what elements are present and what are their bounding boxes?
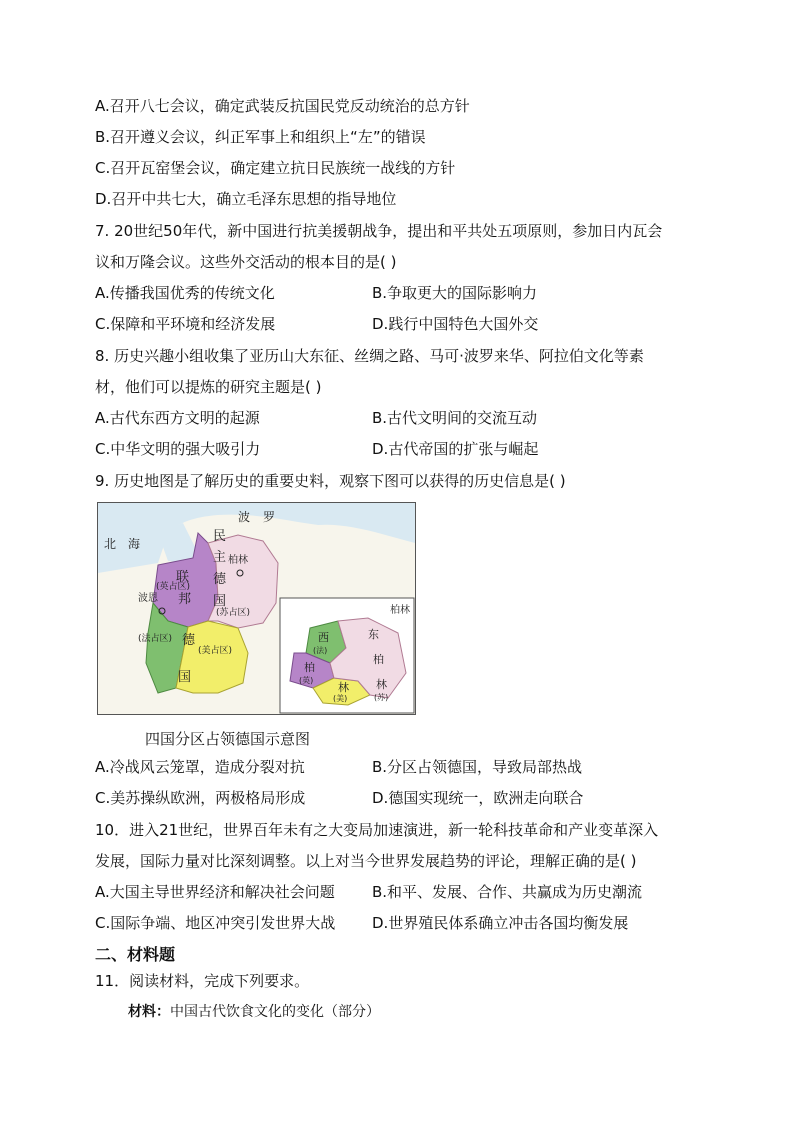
gdr-char-1: 民 xyxy=(213,529,227,544)
map-baltic-label-1: 波 xyxy=(238,510,251,524)
q7-stem-line1: 7. 20世纪50年代，新中国进行抗美援朝战争，提出和平共处五项原则，参加日内瓦会 xyxy=(95,222,663,240)
inset-e1: 东 xyxy=(368,628,379,641)
q7-option-b[interactable]: B.争取更大的国际影响力 xyxy=(372,284,538,302)
bonn-label: 波恩 xyxy=(138,593,158,604)
inset-w1z: (法) xyxy=(313,646,328,655)
q6-option-a[interactable]: A.召开八七会议，确定武装反抗国民党反动统治的总方针 xyxy=(95,97,470,115)
q9-option-d[interactable]: D.德国实现统一，欧洲走向联合 xyxy=(372,789,584,807)
section-heading: 二、材料题 xyxy=(95,945,176,964)
q10-option-c[interactable]: C.国际争端、地区冲突引发世界大战 xyxy=(95,914,336,932)
inset-e2: 柏 xyxy=(373,653,384,666)
map-baltic-label-2: 罗 xyxy=(263,510,276,524)
zone-uk-label: (英占区) xyxy=(156,582,191,592)
q7-option-d[interactable]: D.践行中国特色大国外交 xyxy=(372,315,539,333)
q8-option-d[interactable]: D.古代帝国的扩张与崛起 xyxy=(372,440,539,458)
q8-stem-line1: 8. 历史兴趣小组收集了亚历山大东征、丝绸之路、马可·波罗来华、阿拉伯文化等素 xyxy=(95,347,644,365)
berlin-label: 柏林 xyxy=(228,555,248,566)
q9-option-a[interactable]: A.冷战风云笼罩，造成分裂对抗 xyxy=(95,758,305,776)
zone-su-label: (苏占区) xyxy=(216,608,251,618)
gdr-char-3: 德 xyxy=(213,572,227,587)
frg-char-4: 国 xyxy=(178,670,192,685)
q8-option-b[interactable]: B.古代文明间的交流互动 xyxy=(372,409,538,427)
gdr-char-2: 主 xyxy=(213,550,227,565)
germany-occupation-map xyxy=(97,502,416,715)
gdr-char-4: 国 xyxy=(213,594,227,609)
inset-w2: 柏 xyxy=(304,661,315,674)
q10-option-b[interactable]: B.和平、发展、合作、共赢成为历史潮流 xyxy=(372,883,643,901)
map-sea-label-1: 北 xyxy=(104,537,117,551)
q7-option-c[interactable]: C.保障和平环境和经济发展 xyxy=(95,315,276,333)
q8-option-c[interactable]: C.中华文明的强大吸引力 xyxy=(95,440,261,458)
q6-option-b[interactable]: B.召开遵义会议，纠正军事上和组织上“左”的错误 xyxy=(95,128,426,146)
q10-option-d[interactable]: D.世界殖民体系确立冲击各国均衡发展 xyxy=(372,914,629,932)
q8-stem-line2: 材，他们可以提炼的研究主题是( ) xyxy=(95,378,322,396)
inset-w3z: (美) xyxy=(333,694,348,703)
q9-stem: 9. 历史地图是了解历史的重要史料，观察下图可以获得的历史信息是( ) xyxy=(95,472,566,490)
q11-stem: 11．阅读材料，完成下列要求。 xyxy=(95,972,310,990)
q7-option-a[interactable]: A.传播我国优秀的传统文化 xyxy=(95,284,275,302)
zone-fr-label: (法占区) xyxy=(138,634,173,644)
zone-us-label: (美占区) xyxy=(198,646,233,656)
inset-e3z: (苏) xyxy=(374,693,389,702)
material-title: 中国古代饮食文化的变化（部分） xyxy=(170,1004,380,1020)
q9-option-c[interactable]: C.美苏操纵欧洲，两极格局形成 xyxy=(95,789,306,807)
inset-e3: 林 xyxy=(376,678,387,691)
inset-w3: 林 xyxy=(338,681,349,694)
q6-option-d[interactable]: D.召开中共七大，确立毛泽东思想的指导地位 xyxy=(95,190,397,208)
q10-option-a[interactable]: A.大国主导世界经济和解决社会问题 xyxy=(95,883,335,901)
q10-stem-line1: 10．进入21世纪，世界百年未有之大变局加速演进，新一轮科技革命和产业变革深入 xyxy=(95,821,659,839)
inset-w1: 西 xyxy=(318,631,329,644)
inset-title: 柏林 xyxy=(390,605,410,616)
map-caption: 四国分区占领德国示意图 xyxy=(145,730,311,748)
q8-option-a[interactable]: A.古代东西方文明的起源 xyxy=(95,409,260,427)
material-label: 材料： xyxy=(128,1004,170,1020)
frg-char-3: 德 xyxy=(182,633,196,648)
q10-stem-line2: 发展，国际力量对比深刻调整。以上对当今世界发展趋势的评论，理解正确的是( ) xyxy=(95,852,637,870)
material-line xyxy=(128,1002,380,1022)
q7-stem-line2: 议和万隆会议。这些外交活动的根本目的是( ) xyxy=(95,253,397,271)
q6-option-c[interactable]: C.召开瓦窑堡会议，确定建立抗日民族统一战线的方针 xyxy=(95,159,456,177)
inset-w2z: (英) xyxy=(299,676,314,685)
frg-char-2: 邦 xyxy=(178,592,192,607)
map-sea-label-2: 海 xyxy=(128,537,141,551)
q9-option-b[interactable]: B.分区占领德国，导致局部热战 xyxy=(372,758,583,776)
frg-char-1: 联 xyxy=(176,570,190,585)
